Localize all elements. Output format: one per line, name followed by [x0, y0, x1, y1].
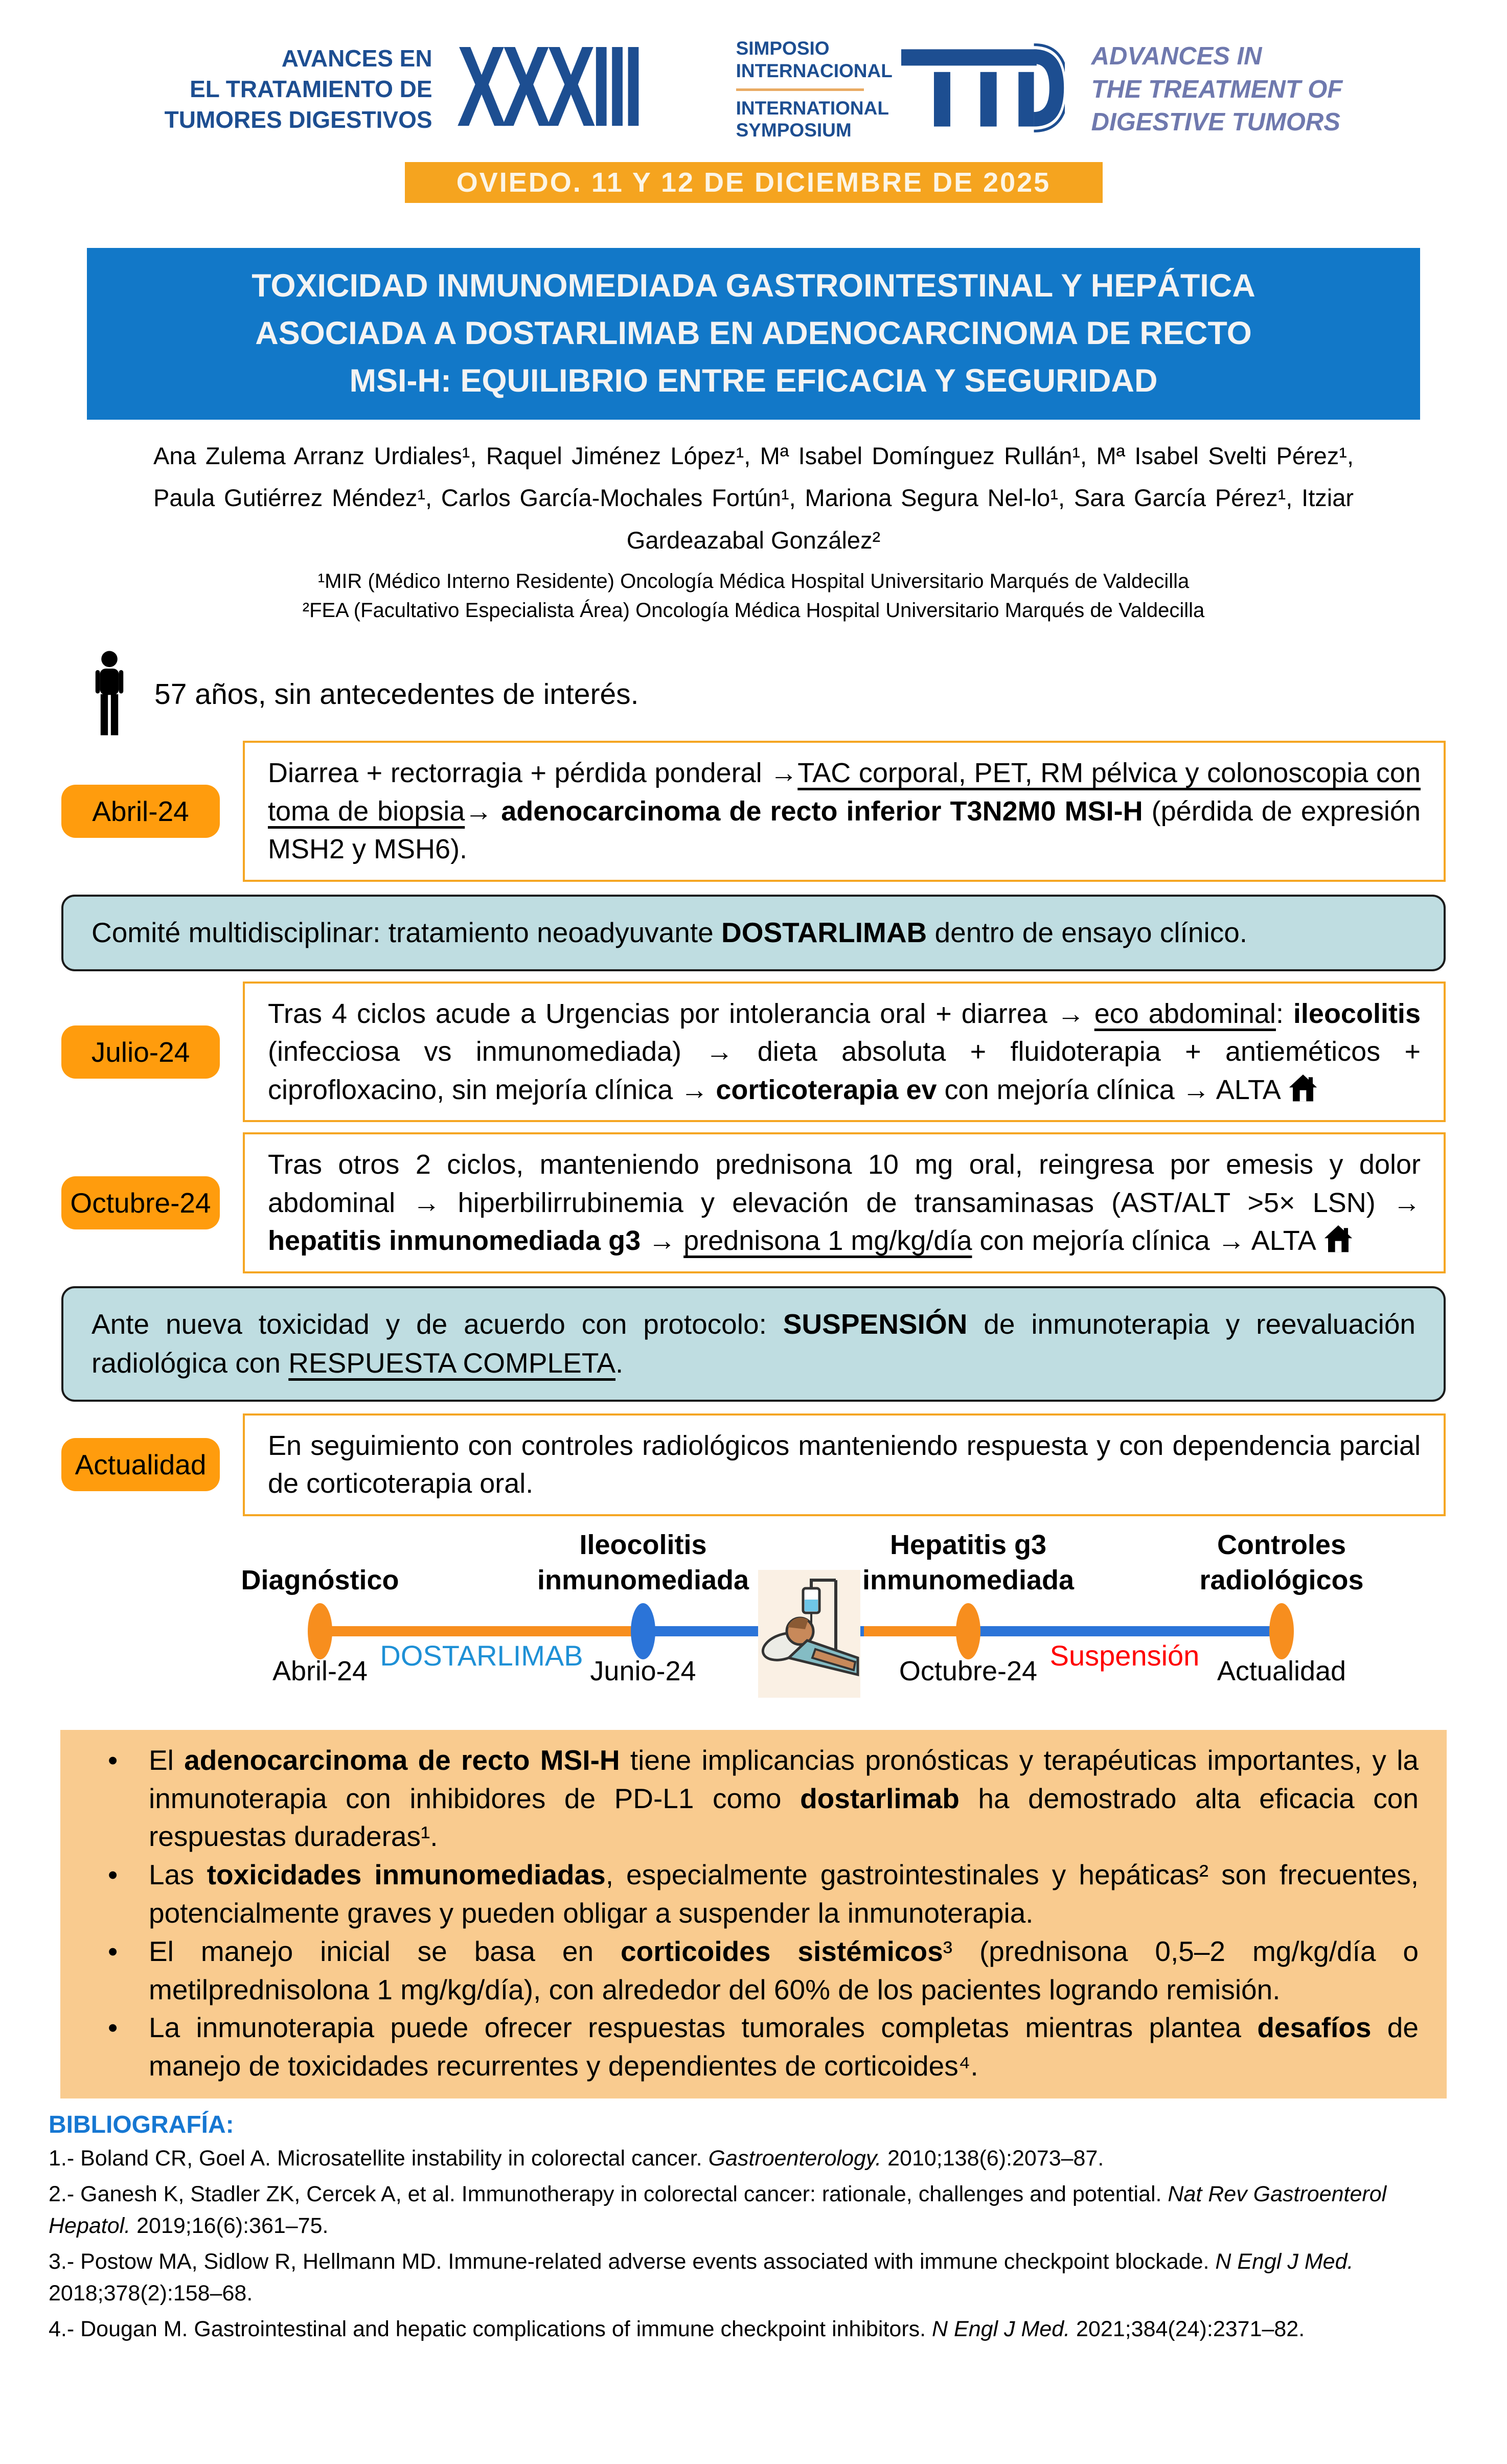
text-run: 2019;16(6):361–75.	[130, 2213, 329, 2238]
symposium-word: SYMPOSIUM	[736, 120, 852, 141]
text-run: :	[1275, 998, 1293, 1029]
stage-box-october	[243, 1132, 1446, 1273]
symposium-numeral: XXXIII	[456, 22, 639, 151]
arrow-icon: →	[1393, 1187, 1421, 1218]
header-left-logo	[165, 43, 432, 135]
text-run: 2.- Ganesh K, Stadler ZK, Cercek A, et al. Immunotherapy in colorectal cancer: rationale, challenges and potential.	[49, 2181, 1168, 2206]
text-run: Diarrea + rectorragia + pérdida ponderal	[268, 758, 770, 789]
text-run: 2010;138(6):2073–87.	[881, 2146, 1104, 2171]
text-run-bold: dostarlimab	[800, 1782, 960, 1814]
text-run: 4.- Dougan M. Gastrointestinal and hepatic complications of immune checkpoint inhibitors.	[49, 2316, 932, 2341]
text-run: (infecciosa vs inmunomediada)	[268, 1036, 706, 1067]
timeline-date: Junio-24	[590, 1655, 696, 1686]
timeline-segment-dostarlimab	[320, 1626, 643, 1636]
timeline-stage-title: Diagnóstico	[241, 1564, 399, 1595]
patient-summary: 57 años, sin antecedentes de interés.	[154, 678, 639, 711]
patient-summary-row	[86, 650, 1507, 738]
text-run: 3.- Postow MA, Sidlow R, Hellmann MD. Immune-related adverse events associated with immune checkpoint blockade.	[49, 2249, 1216, 2274]
bullet-item	[88, 1856, 1419, 1932]
text-run: de manejo de toxicidades recurrentes y dependientes de corticoides⁴.	[149, 2012, 1419, 2082]
text-run: tiene implicancias pronósticas y terapéuticas importantes, y la inmunoterapia con inhibidores de PD-L1 como	[149, 1744, 1419, 1814]
arrow-icon: →	[705, 1036, 734, 1067]
stage-box-july	[243, 982, 1446, 1123]
symposium-word: SIMPOSIO	[736, 38, 830, 59]
stage-label-october: Octubre-24	[61, 1176, 220, 1229]
text-run-bold: hepatitis inmunomediada g3	[268, 1225, 649, 1257]
arrow-icon: →	[1057, 998, 1085, 1029]
poster-title-line: MSI-H: EQUILIBRIO ENTRE EFICACIA Y SEGURIDAD	[349, 363, 1158, 399]
affiliation-1: ¹MIR (Médico Interno Residente) Oncología Médica Hospital Universitario Marqués de Valdecilla	[317, 569, 1190, 592]
journal-name: Gastroenterology.	[708, 2146, 882, 2171]
suspension-label: Suspensión	[1049, 1639, 1200, 1672]
header-right-logo	[1091, 40, 1343, 139]
poster-title	[87, 248, 1420, 420]
timeline-point-hepatitis	[956, 1603, 980, 1659]
text-run: ALTA	[1209, 1074, 1287, 1105]
stage-row-april	[61, 741, 1446, 882]
ttd-logo	[901, 42, 1065, 137]
symposium-logo	[456, 22, 1065, 151]
bibliography	[49, 2111, 1461, 2345]
text-run-bold: ileocolitis	[1293, 998, 1421, 1029]
stage-row-october	[61, 1132, 1446, 1273]
bullet-dot: •	[108, 1859, 118, 1891]
poster-title-line: TOXICIDAD INMUNOMEDIADA GASTROINTESTINAL Y HEPÁTICA	[252, 268, 1255, 304]
right-logo-line: ADVANCES IN	[1091, 42, 1262, 70]
timeline-date: Abril-24	[272, 1655, 368, 1686]
bullet-item	[88, 1932, 1419, 2009]
arrow-icon: →	[680, 1074, 709, 1105]
text-run: Las	[149, 1859, 207, 1891]
reference-item	[49, 2246, 1461, 2310]
reference-item	[49, 2179, 1461, 2242]
treatment-timeline	[0, 1516, 1507, 1721]
timeline-date: Actualidad	[1217, 1655, 1346, 1686]
poster-title-line: ASOCIADA A DOSTARLIMAB EN ADENOCARCINOMA DE RECTO	[255, 315, 1252, 352]
affiliation-2: ²FEA (Facultativo Especialista Área) Oncología Médica Hospital Universitario Marqués de Valdecilla	[302, 599, 1205, 622]
text-run-underline: TAC corporal, PET, RM pélvica y colonoscopia con toma de biopsia	[268, 758, 1421, 827]
arrow-icon: →	[648, 1225, 676, 1257]
text-run: El manejo inicial se basa en	[149, 1935, 621, 1967]
authors-list: Ana Zulema Arranz Urdiales¹, Raquel Jiménez López¹, Mª Isabel Domínguez Rullán¹, Mª Isabel Svelti Pérez¹, Paula Gutiérrez Méndez¹, Carlos García-Mochales Fortún¹, Mariona Segura Nel-lo¹, Sara García Pérez¹, Itziar Gardeazabal González²	[153, 442, 1354, 554]
patient-bed-illustration	[758, 1570, 860, 1698]
timeline-stage-title: Hepatitis g3 inmunomediada	[862, 1529, 1075, 1595]
timeline-point-ileocolitis	[631, 1603, 655, 1659]
text-run	[1085, 998, 1094, 1029]
stage-label-current: Actualidad	[61, 1438, 220, 1491]
home-icon	[1322, 1224, 1354, 1254]
suspension-box	[61, 1286, 1446, 1402]
text-run: ³ (prednisona 0,5–2 mg/kg/día o metilprednisolona 1 mg/kg/día), con alrededor del 60% de los pacientes logrando remisión.	[149, 1935, 1419, 2005]
text-run: Tras otros 2 ciclos, manteniendo prednisona 10 mg oral, reingresa por emesis y dolor abdominal	[268, 1149, 1421, 1218]
text-run: Ante nueva toxicidad y de acuerdo con protocolo:	[92, 1308, 783, 1340]
timeline-stage-title: Controles radiológicos	[1199, 1529, 1364, 1595]
bullet-item	[88, 2009, 1419, 2085]
symposium-word: INTERNACIONAL	[736, 60, 893, 81]
affiliations	[0, 567, 1507, 625]
stage-row-july	[61, 982, 1446, 1123]
bibliography-heading: BIBLIOGRAFÍA:	[49, 2111, 234, 2138]
text-run: 2021;384(24):2371–82.	[1070, 2316, 1305, 2341]
conclusions-box	[60, 1730, 1447, 2098]
text-run-underline: prednisona 1 mg/kg/día	[683, 1225, 972, 1257]
arrow-icon: →	[1217, 1225, 1245, 1257]
text-run: El	[149, 1744, 185, 1776]
text-run: de inmunoterapia y reevaluación radiológica con	[92, 1308, 1416, 1379]
stage-box-current: En seguimiento con controles radiológicos manteniendo respuesta y con dependencia parcial de corticoterapia oral.	[243, 1413, 1446, 1516]
reference-item	[49, 2143, 1461, 2175]
timeline-date: Octubre-24	[899, 1655, 1038, 1686]
arrow-icon: →	[465, 795, 493, 827]
congress-header	[0, 22, 1507, 151]
person-icon	[86, 650, 133, 738]
bullet-dot: •	[108, 2012, 118, 2044]
text-run: ha demostrado alta eficacia con respuestas duraderas¹.	[149, 1782, 1419, 1853]
text-run: , especialmente gastrointestinales y hepáticas² son frecuentes, potencialmente graves y pueden obligar a suspender la inmunoterapia.	[149, 1859, 1419, 1929]
text-run: 1.- Boland CR, Goel A. Microsatellite instability in colorectal cancer.	[49, 2146, 709, 2171]
text-run-bold: desafíos	[1257, 2012, 1372, 2044]
timeline-point-diagnosis	[308, 1603, 332, 1659]
text-run: ALTA	[1245, 1225, 1322, 1257]
right-logo-line: DIGESTIVE TUMORS	[1091, 108, 1340, 136]
journal-name: N Engl J Med.	[1215, 2249, 1354, 2274]
bullet-item	[88, 1741, 1419, 1856]
text-run: .	[615, 1347, 624, 1379]
text-run-bold: adenocarcinoma de recto MSI-H	[184, 1744, 620, 1776]
left-logo-line: TUMORES DIGESTIVOS	[164, 106, 432, 133]
text-run	[676, 1225, 683, 1256]
symposium-word: INTERNATIONAL	[736, 97, 889, 119]
timeline-stage-title: Ileocolitis inmunomediada	[537, 1529, 749, 1595]
arrow-icon: →	[413, 1187, 441, 1218]
timeline-segment	[864, 1626, 968, 1636]
text-run-bold: adenocarcinoma de recto inferior T3N2M0 MSI-H	[492, 795, 1152, 827]
left-logo-line: EL TRATAMIENTO DE	[190, 76, 432, 103]
arrow-icon: →	[1182, 1074, 1210, 1105]
text-run: hiperbilirrubinemia y elevación de transaminasas (AST/ALT >5× LSN)	[440, 1187, 1393, 1218]
bullet-dot: •	[108, 1744, 118, 1776]
text-run-bold: SUSPENSIÓN	[783, 1308, 968, 1340]
home-icon	[1287, 1074, 1319, 1103]
text-run-bold: toxicidades inmunomediadas	[207, 1859, 606, 1891]
text-run-bold: DOSTARLIMAB	[721, 917, 927, 948]
text-run: La inmunoterapia puede ofrecer respuestas tumorales completas mientras plantea	[149, 2012, 1258, 2044]
bullet-dot: •	[108, 1935, 118, 1967]
event-banner: OVIEDO. 11 Y 12 DE DICIEMBRE DE 2025	[405, 162, 1103, 203]
left-logo-line: AVANCES EN	[281, 45, 432, 72]
symposium-wordmark	[736, 37, 893, 142]
right-logo-line: THE TREATMENT OF	[1091, 75, 1343, 103]
drug-label: DOSTARLIMAB	[380, 1639, 583, 1672]
journal-name: N Engl J Med.	[932, 2316, 1070, 2341]
text-run: Tras 4 ciclos acude a Urgencias por intolerancia oral + diarrea	[268, 998, 1057, 1029]
wordmark-divider	[736, 88, 864, 91]
timeline-point-current	[1269, 1603, 1294, 1659]
text-run: dentro de ensayo clínico.	[927, 917, 1248, 948]
text-run: con mejoría clínica	[972, 1225, 1218, 1257]
journal-name: Nat Rev Gastroenterol Hepatol.	[49, 2181, 1387, 2238]
text-run-underline: eco abdominal	[1094, 998, 1276, 1029]
text-run: Comité multidisciplinar: tratamiento neoadyuvante	[92, 917, 721, 948]
stage-row-current	[61, 1413, 1446, 1516]
text-run: con mejoría clínica	[944, 1074, 1182, 1105]
committee-box	[61, 895, 1446, 971]
text-run-underline: RESPUESTA COMPLETA	[288, 1347, 616, 1379]
timeline-segment-suspension	[968, 1626, 1282, 1636]
text-run-bold: corticoterapia ev	[708, 1074, 945, 1105]
text-run-bold: corticoides sistémicos	[621, 1935, 943, 1967]
stage-label-july: Julio-24	[61, 1025, 220, 1079]
text-run: dieta absoluta + fluidoterapia + antieméticos + ciprofloxacino, sin mejoría clínica	[268, 1036, 1421, 1105]
stage-label-april: Abril-24	[61, 785, 220, 838]
stage-box-april	[243, 741, 1446, 882]
text-run: (pérdida de expresión MSH2 y MSH6).	[268, 795, 1421, 865]
reference-item	[49, 2314, 1461, 2345]
arrow-icon: →	[770, 758, 798, 789]
text-run: 2018;378(2):158–68.	[49, 2280, 253, 2306]
